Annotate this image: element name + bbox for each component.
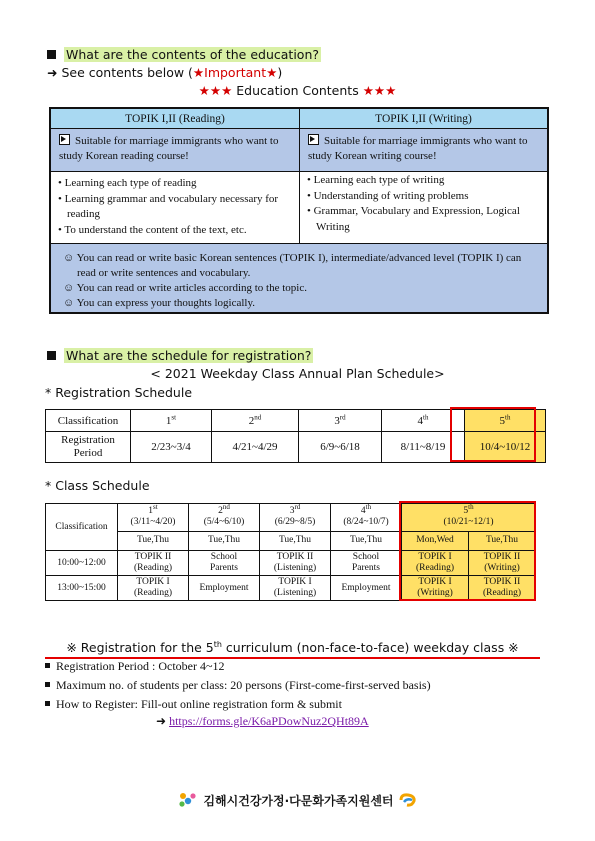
arrow-box-icon	[59, 134, 70, 145]
round-header: 1st	[131, 410, 212, 432]
square-bullet-icon	[47, 50, 56, 59]
section-education-heading: What are the contents of the education?	[47, 47, 321, 62]
arrow-right-icon: ➜	[156, 714, 167, 728]
list-item: • Grammar, Vocabulary and Expression, Logical Writing	[316, 204, 541, 235]
square-bullet-icon	[45, 663, 50, 668]
class-cell: TOPIK II (Reading)	[118, 551, 189, 576]
square-bullet-icon	[45, 701, 50, 706]
round-header: 4th	[382, 410, 465, 432]
period-cell: 2/23~3/4	[131, 432, 212, 463]
highlight-box	[399, 501, 536, 601]
organization-footer: 김해시건강가정·다문화가족지원센터	[0, 791, 595, 809]
days-cell-highlight: Mon,Wed	[402, 531, 469, 550]
period-cell: 6/9~6/18	[299, 432, 382, 463]
time-cell: 13:00~15:00	[46, 576, 118, 601]
outcome-item: ☺ You can express your thoughts logically.	[63, 297, 256, 309]
writing-suitable: Suitable for marriage immigrants who want to study Korean writing course!	[300, 129, 547, 172]
class-schedule-label: * Class Schedule	[45, 478, 150, 493]
class-cell-highlight: TOPIK II (Reading)	[469, 576, 536, 601]
time-cell: 10:00~12:00	[46, 551, 118, 576]
arrow-box-icon	[308, 134, 319, 145]
round-header-highlight: 5th	[465, 410, 546, 432]
how-to-register-info: How to Register: Fill-out online registration form & submit	[45, 697, 342, 712]
days-cell: Tue,Thu	[331, 531, 402, 550]
class-cell-highlight: TOPIK II (Writing)	[469, 551, 536, 576]
days-cell: Tue,Thu	[118, 531, 189, 550]
arrow-right-icon: ➜	[47, 65, 58, 80]
see-contents-line: ➜ See contents below (★Important★)	[47, 65, 283, 80]
reading-header: TOPIK I,II (Reading)	[51, 109, 300, 129]
registration-period-info: Registration Period : October 4~12	[45, 659, 224, 674]
class-cell: TOPIK I (Listening)	[260, 576, 331, 601]
class-cell: Employment	[189, 576, 260, 601]
max-students-info: Maximum no. of students per class: 20 persons (First-come-first-served basis)	[45, 678, 431, 693]
education-outcomes	[51, 244, 547, 312]
square-bullet-icon	[47, 351, 56, 360]
days-cell: Tue,Thu	[189, 531, 260, 550]
list-item: • Learning each type of reading	[67, 176, 293, 192]
list-item: • To understand the content of the text, etc.	[67, 223, 293, 239]
class-cell: School Parents	[331, 551, 402, 576]
registration-schedule-label: * Registration Schedule	[45, 385, 193, 400]
period-cell: 8/11~8/19	[382, 432, 465, 463]
classification-label: Classification	[46, 504, 118, 551]
outcome-item: ☺ You can read or write basic Korean sentences (TOPIK I), intermediate/advanced level (TOPIK I) can read or write sentences and vocabulary.	[63, 252, 522, 279]
highlight-box	[450, 407, 536, 462]
stars-right: ★★★	[362, 83, 397, 98]
class-cell-highlight: TOPIK I (Writing)	[402, 576, 469, 601]
round-header: 3rd (6/29~8/5)	[260, 504, 331, 532]
registration-form-link[interactable]: https://forms.gle/K6aPDowNuz2QHt89A	[169, 714, 369, 728]
reading-suitable: Suitable for marriage immigrants who want to study Korean reading course!	[51, 129, 300, 172]
period-cell-highlight: 10/4~10/12	[465, 432, 546, 463]
education-contents-title: ★★★ Education Contents ★★★	[198, 83, 397, 98]
writing-header: TOPIK I,II (Writing)	[300, 109, 547, 129]
writing-items	[300, 172, 547, 244]
round-header: 2nd	[212, 410, 299, 432]
list-item: • Learning each type of writing	[316, 173, 541, 189]
period-cell: 4/21~4/29	[212, 432, 299, 463]
important-stars: ★Important★	[192, 65, 278, 80]
round-header: 1st (3/11~4/20)	[118, 504, 189, 532]
outcome-item: ☺ You can read or write articles according to the topic.	[63, 282, 307, 294]
heart-logo-icon	[398, 792, 418, 808]
class-cell: Employment	[331, 576, 402, 601]
round-header: 3rd	[299, 410, 382, 432]
round-header: 2nd (5/4~6/10)	[189, 504, 260, 532]
days-cell-highlight: Tue,Thu	[469, 531, 536, 550]
list-item: • Learning grammar and vocabulary necessary for reading	[67, 192, 293, 223]
org-logo-icon	[177, 791, 199, 809]
round-header-highlight: 5th (10/21~12/1)	[402, 504, 536, 532]
annual-plan-subtitle: < 2021 Weekday Class Annual Plan Schedule>	[150, 366, 445, 381]
class-cell: School Parents	[189, 551, 260, 576]
classification-label: Classification	[46, 410, 131, 432]
round-header: 4th (8/24~10/7)	[331, 504, 402, 532]
reading-items	[51, 172, 300, 244]
class-cell-highlight: TOPIK I (Reading)	[402, 551, 469, 576]
days-cell: Tue,Thu	[260, 531, 331, 550]
registration-link-line	[156, 714, 369, 729]
list-item: • Understanding of writing problems	[316, 189, 541, 205]
registration-period-label: Registration Period	[46, 432, 131, 463]
education-contents-table	[49, 107, 549, 314]
stars-left: ★★★	[198, 83, 233, 98]
class-cell: TOPIK I (Reading)	[118, 576, 189, 601]
class-cell: TOPIK II (Listening)	[260, 551, 331, 576]
section-schedule-heading: What are the schedule for registration?	[47, 348, 313, 363]
registration-5th-title: ※ Registration for the 5th curriculum (non-face-to-face) weekday class ※	[45, 640, 540, 659]
square-bullet-icon	[45, 682, 50, 687]
